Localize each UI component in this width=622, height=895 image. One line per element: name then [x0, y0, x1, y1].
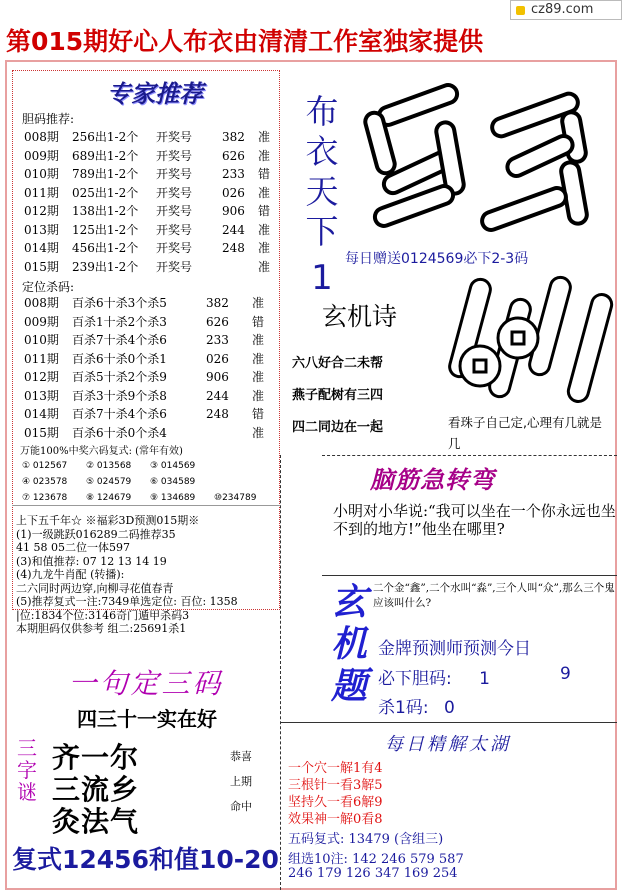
tag: 开奖号 — [156, 148, 193, 163]
taihu-line: 效果神一解0看8 — [288, 812, 383, 827]
buyi-char: 布 — [305, 92, 339, 131]
riddle-title — [330, 582, 368, 708]
result: 准 — [258, 148, 271, 163]
result: 错 — [252, 314, 265, 329]
wuma-line: 五码复式: 13479 (含组三) — [288, 832, 444, 847]
code: 百杀6十杀0个杀1 — [72, 351, 167, 366]
code: 789出1-2个 — [72, 167, 139, 181]
dingwei-row — [24, 313, 274, 331]
forecast-line: (4)九龙牛肖配 (转播): — [16, 568, 125, 581]
zuxuan-line-2: 246 179 126 347 169 254 — [288, 866, 458, 881]
result: 准 — [258, 185, 271, 200]
code: 689出1-2个 — [72, 148, 139, 163]
result: 准 — [258, 130, 271, 144]
forecast-line: 上下五千年☆ ※福彩3D预测015期※ — [16, 514, 200, 527]
result: 准 — [252, 351, 265, 366]
expert-heading: 专家推荐 — [107, 80, 203, 108]
code: 百杀7十杀4个杀6 — [72, 407, 167, 421]
poem-line-1: 六八好合二未帮 — [292, 356, 384, 371]
dingwei-row — [24, 387, 274, 405]
coin-note: 看珠子自己定,心理有几就是几 — [448, 415, 602, 451]
result: 错 — [258, 204, 271, 218]
site-badge[interactable] — [510, 0, 622, 20]
complex-item: ⑥ 034589 — [150, 477, 196, 487]
code: 百杀6十杀3个杀5 — [72, 296, 167, 310]
danma-row — [24, 239, 274, 257]
code: 百杀3十杀9个杀8 — [72, 388, 167, 403]
period: 011期 — [24, 351, 59, 366]
period: 012期 — [24, 204, 59, 218]
period: 011期 — [24, 185, 59, 200]
mi-line-3: 灸法气 — [52, 805, 140, 838]
complex-item: ⑧ 124679 — [86, 493, 132, 503]
sha-label: 杀1码: — [378, 698, 429, 718]
complex-item: ④ 023578 — [22, 477, 68, 487]
big-53-graphic — [355, 82, 605, 247]
mi-line-1: 齐一尔 — [52, 741, 140, 774]
code: 百杀5十杀2个杀9 — [72, 370, 167, 384]
complex-item: ⑤ 024579 — [86, 477, 132, 487]
dingwei-label: 定位杀码: — [22, 280, 75, 294]
taihu-title: 每日精解太湖 — [385, 734, 511, 755]
period: 009期 — [24, 148, 59, 163]
number: 626 — [206, 314, 229, 329]
number: 906 — [222, 204, 245, 218]
danma-row — [24, 165, 274, 183]
period: 009期 — [24, 314, 59, 329]
number: 248 — [222, 241, 245, 255]
tag: 开奖号 — [156, 204, 193, 218]
complex-item: ③ 014569 — [150, 461, 196, 471]
buyi-title — [302, 92, 342, 298]
forecast-line: (5)推荐复式一注:7349单选定位: 百位: 1358 — [16, 595, 238, 608]
gongxi-1: 恭喜 — [230, 750, 252, 763]
result: 准 — [252, 333, 265, 347]
code: 025出1-2个 — [72, 185, 139, 200]
bidan-label: 必下胆码: — [378, 669, 452, 689]
number: 382 — [222, 130, 245, 144]
sanzi-char: 谜 — [17, 780, 37, 804]
complex-item: ⑦ 123678 — [22, 493, 68, 503]
riddle-text: 二个金“鑫”,二个水叫“淼”,三个人叫“众”,那么三个鬼应该叫什么? — [373, 582, 615, 609]
buyi-digit: 1 — [311, 258, 333, 298]
code: 256出1-2个 — [72, 130, 139, 144]
forecast-line: 41 58 05二位一体597 — [16, 541, 130, 554]
dingwei-row — [24, 424, 274, 442]
number: 233 — [222, 167, 245, 181]
brain-title: 脑筋急转弯 — [370, 466, 495, 494]
brain-question: 小明对小华说:“我可以坐在一个你永远也坐不到的地方!”他坐在哪里? — [333, 502, 616, 538]
yiju-title: 一句定三码 — [68, 667, 224, 700]
complex-item: ① 012567 — [22, 461, 68, 471]
danma-row — [24, 128, 274, 146]
danma-label: 胆码推荐: — [22, 112, 75, 126]
tag: 开奖号 — [156, 241, 193, 255]
number: 382 — [206, 296, 229, 310]
period: 015期 — [24, 259, 59, 274]
number: 026 — [222, 185, 245, 200]
fushi-line: 复式12456和值10-20 — [12, 845, 279, 874]
riddle-title-char: 玄 — [330, 582, 367, 623]
bidan-value-b: 9 — [560, 664, 571, 684]
number: 244 — [206, 388, 229, 403]
buyi-char: 衣 — [305, 132, 339, 171]
code: 百杀1十杀2个杀3 — [72, 314, 167, 329]
code: 456出1-2个 — [72, 241, 139, 255]
code: 百杀6十杀0个杀4 — [72, 425, 167, 440]
result: 准 — [252, 370, 265, 384]
number: 233 — [206, 333, 229, 347]
riddle-title-char: 题 — [330, 666, 367, 707]
forecast-line: (1)一级跳跃016289二码推荐35 — [16, 527, 176, 541]
riddle-title-char: 机 — [330, 624, 367, 665]
danma-row — [24, 184, 274, 202]
gold-heading: 金牌预测师预测今日 — [378, 639, 531, 659]
sha-value: 0 — [443, 698, 455, 718]
dingwei-row — [24, 405, 274, 423]
tag: 开奖号 — [156, 167, 193, 181]
poem-line-2: 燕子配树有三四 — [292, 388, 384, 403]
period: 014期 — [24, 241, 59, 255]
result: 准 — [252, 425, 265, 440]
taihu-line: 一个穴一解1有4 — [288, 761, 383, 776]
tag: 开奖号 — [156, 185, 193, 200]
taihu-line: 三根针一看3解5 — [288, 778, 383, 793]
number: 248 — [206, 407, 229, 421]
bidan-value-a: 1 — [479, 669, 490, 689]
complex-item: ⑨ 134689 — [150, 493, 196, 503]
page-title: 第015期好心人布衣由清清工作室独家提供 — [6, 27, 484, 56]
forecast-line: 二六同时两边穿,向柳寻花值春青 — [16, 581, 174, 595]
sanzi-char: 三 — [17, 736, 37, 760]
period: 012期 — [24, 370, 59, 384]
code: 百杀7十杀4个杀6 — [72, 333, 167, 347]
complex-label: 万能100%中奖六码复式: (常年有效) — [20, 446, 183, 457]
danma-row — [24, 202, 274, 220]
dingwei-row — [24, 368, 274, 386]
number: 626 — [222, 148, 245, 163]
dingwei-row — [24, 331, 274, 349]
site-logo-icon — [516, 6, 525, 15]
yiju-phrase: 四三十一实在好 — [77, 707, 217, 731]
period: 013期 — [24, 388, 59, 403]
poem-line-3: 四二同边在一起 — [292, 420, 384, 435]
sha-row — [378, 693, 455, 718]
gongxi-2: 上期 — [230, 775, 252, 788]
period: 015期 — [24, 425, 59, 440]
site-label: cz89.com — [531, 2, 594, 17]
mi-line-2: 三流乡 — [52, 773, 140, 806]
number: 244 — [222, 222, 245, 237]
period: 013期 — [24, 222, 59, 237]
period: 014期 — [24, 407, 59, 421]
period: 010期 — [24, 333, 59, 347]
forecast-line: 本期胆码仅供参考 组二:25691杀1 — [16, 622, 187, 635]
complex-item: ② 013568 — [86, 461, 132, 471]
danma-row — [24, 221, 274, 239]
result: 错 — [252, 407, 265, 421]
sanzi-char: 字 — [17, 758, 37, 782]
result: 准 — [258, 222, 271, 237]
forecast-line: (3)和值推荐: 07 12 13 14 19 — [16, 554, 167, 568]
result: 准 — [258, 259, 271, 274]
complex-item: ⑩234789 — [214, 493, 257, 503]
xuanji-title: 玄机诗 — [322, 302, 398, 331]
code: 125出1-2个 — [72, 222, 139, 237]
code: 138出1-2个 — [72, 204, 139, 218]
bidan-row — [378, 664, 571, 689]
result: 错 — [258, 167, 271, 181]
tag: 开奖号 — [156, 222, 193, 237]
dingwei-row — [24, 294, 274, 312]
dingwei-row — [24, 350, 274, 368]
code: 239出1-2个 — [72, 259, 139, 274]
result: 准 — [252, 296, 265, 310]
period: 008期 — [24, 130, 59, 144]
taihu-line: 坚持久一看6解9 — [288, 795, 383, 810]
buyi-char: 下 — [305, 212, 339, 251]
result: 准 — [258, 241, 271, 255]
tag: 开奖号 — [156, 259, 193, 274]
danma-row — [24, 147, 274, 165]
sanzi-label — [16, 737, 38, 803]
number: 906 — [206, 370, 229, 384]
zuxuan-line-1: 组选10注: 142 246 579 587 — [288, 852, 464, 867]
forecast-line: |位:1834个位:3146奇门遁甲杀码3 — [16, 608, 190, 622]
tag: 开奖号 — [156, 130, 193, 144]
daily-gift: 每日赠送0124569必下2-3码 — [345, 251, 529, 267]
coins-beads-graphic — [440, 268, 615, 413]
result: 准 — [252, 388, 265, 403]
number: 026 — [206, 351, 229, 366]
danma-row — [24, 258, 274, 276]
period: 008期 — [24, 296, 59, 310]
gongxi-3: 命中 — [230, 800, 252, 813]
period: 010期 — [24, 167, 59, 181]
buyi-char: 天 — [305, 172, 339, 211]
